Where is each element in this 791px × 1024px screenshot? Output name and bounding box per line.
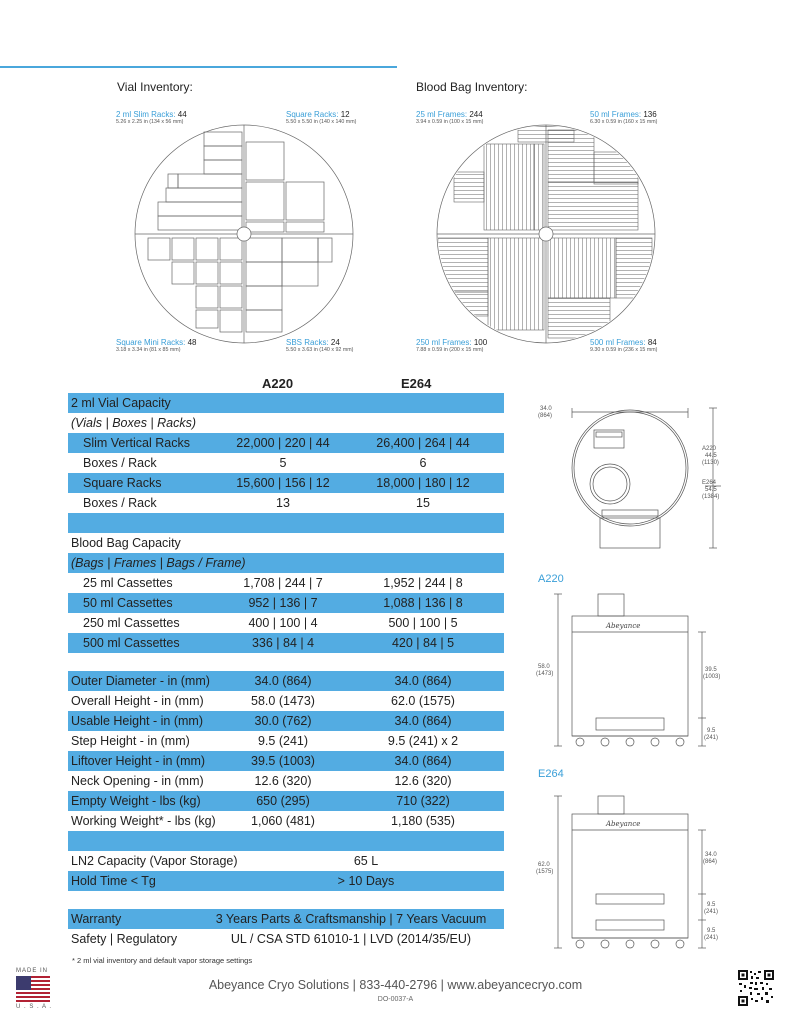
- row-value-e264: 1,088 | 136 | 8: [383, 596, 463, 610]
- made-in-label: MADE IN: [16, 968, 49, 974]
- row-label: Usable Height - in (mm): [71, 714, 203, 728]
- table-row: [68, 791, 504, 811]
- e264-step1-value: 9.5: [707, 902, 716, 908]
- table-row: [68, 751, 504, 771]
- table-row: [68, 553, 504, 573]
- table-row: [68, 811, 504, 831]
- a220-brand-script: Abeyance: [606, 622, 641, 630]
- table-row: [68, 633, 504, 653]
- row-label: Hold Time < Tg: [71, 874, 156, 888]
- row-value-a220: 5: [279, 456, 287, 470]
- row-value-a220: 58.0 (1473): [251, 694, 315, 708]
- row-value-e264: 1,180 (535): [391, 814, 455, 828]
- table-row: [68, 513, 504, 533]
- top-a220-mm: (1130): [702, 460, 719, 466]
- table-row: [68, 731, 504, 751]
- table-spacer: [68, 891, 504, 909]
- frames-25-name: 25 ml Frames:: [416, 110, 468, 119]
- table-row: [68, 851, 504, 871]
- row-value: 3 Years Parts & Craftsmanship | 7 Years Vacuum: [215, 912, 487, 926]
- e264-side-view: [530, 790, 730, 954]
- e264-step2-value: 9.5: [707, 928, 716, 934]
- table-row: [68, 573, 504, 593]
- row-label: (Vials | Boxes | Racks): [71, 416, 197, 430]
- row-value-a220: 1,060 (481): [251, 814, 315, 828]
- bag-inventory-title: Blood Bag Inventory:: [416, 80, 528, 94]
- usa-label: U . S . A .: [16, 1004, 53, 1010]
- table-row: [68, 433, 504, 453]
- row-value-a220: 952 | 136 | 7: [248, 596, 318, 610]
- top-diameter-value: 34.0: [540, 406, 552, 412]
- top-e264-label: E264: [702, 480, 717, 486]
- frames-50-count: 136: [643, 110, 657, 119]
- a220-lift-mm: (1003): [703, 674, 721, 680]
- slim-racks-dims: 5.26 x 2.25 in (134 x 56 mm): [116, 119, 184, 125]
- row-value-e264: 12.6 (320): [394, 774, 452, 788]
- row-value-a220: 30.0 (762): [254, 714, 312, 728]
- row-label: Overall Height - in (mm): [71, 694, 204, 708]
- table-row: [68, 929, 504, 949]
- frames-500-count: 84: [647, 338, 657, 347]
- row-value-a220: 13: [276, 496, 290, 510]
- row-value-e264: 34.0 (864): [394, 674, 452, 688]
- row-value: UL / CSA STD 61010-1 | LVD (2014/35/EU): [230, 932, 472, 946]
- row-value-e264: 18,000 | 180 | 12: [376, 476, 470, 490]
- row-value-e264: 26,400 | 264 | 44: [376, 436, 470, 450]
- row-value-a220: 336 | 84 | 4: [251, 636, 315, 650]
- row-value-e264: 1,952 | 244 | 8: [383, 576, 463, 590]
- table-row: [68, 413, 504, 433]
- header-accent-line: [0, 66, 397, 68]
- row-label: Slim Vertical Racks: [83, 436, 190, 450]
- e264-total-value: 62.0: [538, 862, 550, 868]
- e264-lift-mm: (864): [703, 859, 718, 865]
- row-value-a220: 9.5 (241): [257, 734, 309, 748]
- row-label: Working Weight* - lbs (kg): [71, 814, 216, 828]
- square-racks-dims: 5.50 x 5.50 in (140 x 140 mm): [286, 119, 357, 125]
- row-label: 250 ml Cassettes: [83, 616, 180, 630]
- table-row: [68, 909, 504, 929]
- row-value-e264: 34.0 (864): [394, 754, 452, 768]
- e264-step1-mm: (241): [704, 909, 719, 915]
- row-value-a220: 12.6 (320): [254, 774, 312, 788]
- row-value-e264: 420 | 84 | 5: [391, 636, 455, 650]
- row-value-e264: 62.0 (1575): [391, 694, 455, 708]
- e264-drawing-label: E264: [538, 768, 564, 780]
- square-racks-count: 12: [340, 110, 350, 119]
- a220-total-mm: (1473): [536, 671, 554, 677]
- table-row: [68, 691, 504, 711]
- e264-step2-mm: (241): [704, 935, 719, 941]
- table-row: [68, 871, 504, 891]
- table-row: [68, 613, 504, 633]
- sbs-racks-name: SBS Racks:: [286, 338, 329, 347]
- document-id: DO-0037-A: [377, 996, 414, 1003]
- row-label: LN2 Capacity (Vapor Storage): [71, 854, 238, 868]
- a220-total-value: 58.0: [538, 664, 550, 670]
- row-label: (Bags | Frames | Bags / Frame): [71, 556, 246, 570]
- top-a220-label: A220: [702, 446, 717, 452]
- column-heading-a220: A220: [262, 376, 294, 391]
- row-value-e264: 15: [416, 496, 430, 510]
- mini-racks-dims: 3.18 x 3.34 in (81 x 85 mm): [116, 347, 181, 353]
- slim-racks-count: 44: [177, 110, 187, 119]
- e264-brand-script: Abeyance: [606, 820, 641, 828]
- row-value-a220: 650 (295): [256, 794, 310, 808]
- sbs-racks-count: 24: [330, 338, 340, 347]
- row-label: 50 ml Cassettes: [83, 596, 173, 610]
- table-row: [68, 393, 504, 413]
- table-row: [68, 533, 504, 553]
- table-row: [68, 473, 504, 493]
- top-diameter-mm: (864): [538, 413, 553, 419]
- a220-drawing-label: A220: [538, 573, 564, 585]
- row-label: Liftover Height - in (mm): [71, 754, 206, 768]
- frames-50-dims: 6.30 x 0.59 in (160 x 15 mm): [590, 119, 658, 125]
- table-row: [68, 711, 504, 731]
- row-value: 65 L: [353, 854, 379, 868]
- bag-inventory-diagram: [434, 122, 658, 346]
- row-value-a220: 39.5 (1003): [251, 754, 315, 768]
- spec-table: [68, 393, 504, 949]
- row-label: Empty Weight - lbs (kg): [71, 794, 201, 808]
- a220-side-view: [530, 592, 730, 754]
- vial-inventory-title: Vial Inventory:: [117, 80, 193, 94]
- frames-500-dims: 9.30 x 0.59 in (236 x 15 mm): [590, 347, 658, 353]
- vial-inventory-diagram: [132, 122, 356, 346]
- row-label: Safety | Regulatory: [71, 932, 178, 946]
- table-row: [68, 453, 504, 473]
- mini-racks-name: Square Mini Racks:: [116, 338, 186, 347]
- row-value-e264: 9.5 (241) x 2: [387, 734, 459, 748]
- row-label: 2 ml Vial Capacity: [71, 396, 171, 410]
- row-value-a220: 15,600 | 156 | 12: [236, 476, 330, 490]
- row-label: Blood Bag Capacity: [71, 536, 181, 550]
- sbs-racks-dims: 5.50 x 3.63 in (140 x 92 mm): [286, 347, 354, 353]
- table-row: [68, 671, 504, 691]
- row-label: Warranty: [71, 912, 122, 926]
- row-value-e264: 500 | 100 | 5: [388, 616, 458, 630]
- row-value-a220: 1,708 | 244 | 7: [243, 576, 323, 590]
- table-row: [68, 593, 504, 613]
- row-value-a220: 22,000 | 220 | 44: [236, 436, 330, 450]
- row-label: Square Racks: [83, 476, 162, 490]
- mini-racks-count: 48: [187, 338, 197, 347]
- frames-250-name: 250 ml Frames:: [416, 338, 472, 347]
- row-label: Outer Diameter - in (mm): [71, 674, 210, 688]
- row-label: Neck Opening - in (mm): [71, 774, 204, 788]
- a220-step-mm: (241): [704, 735, 719, 741]
- row-value-e264: 34.0 (864): [394, 714, 452, 728]
- frames-250-count: 100: [473, 338, 488, 347]
- table-row: [68, 831, 504, 851]
- top-e264-mm: (1384): [702, 494, 720, 500]
- e264-total-mm: (1575): [536, 869, 554, 875]
- e264-lift-value: 34.0: [705, 852, 717, 858]
- frames-50-name: 50 ml Frames:: [590, 110, 642, 119]
- row-value-e264: 710 (322): [396, 794, 450, 808]
- table-row: [68, 493, 504, 513]
- row-value: > 10 Days: [337, 874, 395, 888]
- table-row: [68, 771, 504, 791]
- a220-lift-value: 39.5: [705, 667, 717, 673]
- square-racks-name: Square Racks:: [286, 110, 339, 119]
- a220-step-value: 9.5: [707, 728, 716, 734]
- row-value-a220: 400 | 100 | 4: [248, 616, 318, 630]
- top-view-drawing: [530, 398, 730, 558]
- column-heading-e264: E264: [401, 376, 432, 391]
- row-label: Boxes / Rack: [83, 496, 157, 510]
- frames-500-name: 500 ml Frames:: [590, 338, 646, 347]
- row-label: 500 ml Cassettes: [83, 636, 180, 650]
- slim-racks-name: 2 ml Slim Racks:: [116, 110, 176, 119]
- row-label: Step Height - in (mm): [71, 734, 190, 748]
- row-label: Boxes / Rack: [83, 456, 157, 470]
- footnote: * 2 ml vial inventory and default vapor storage settings: [72, 956, 253, 965]
- frames-250-dims: 7.88 x 0.59 in (200 x 15 mm): [416, 347, 484, 353]
- frames-25-count: 244: [469, 110, 483, 119]
- table-spacer: [68, 653, 504, 671]
- row-label: 25 ml Cassettes: [83, 576, 173, 590]
- top-a220-value: 44.5: [705, 453, 717, 459]
- frames-25-dims: 3.94 x 0.59 in (100 x 15 mm): [416, 119, 484, 125]
- top-e264-value: 54.5: [705, 487, 717, 493]
- footer-contact: Abeyance Cryo Solutions | 833-440-2796 | www.abeyancecryo.com: [208, 978, 583, 992]
- row-value-a220: 34.0 (864): [254, 674, 312, 688]
- row-value-e264: 6: [419, 456, 427, 470]
- qr-code-icon: [738, 970, 774, 1006]
